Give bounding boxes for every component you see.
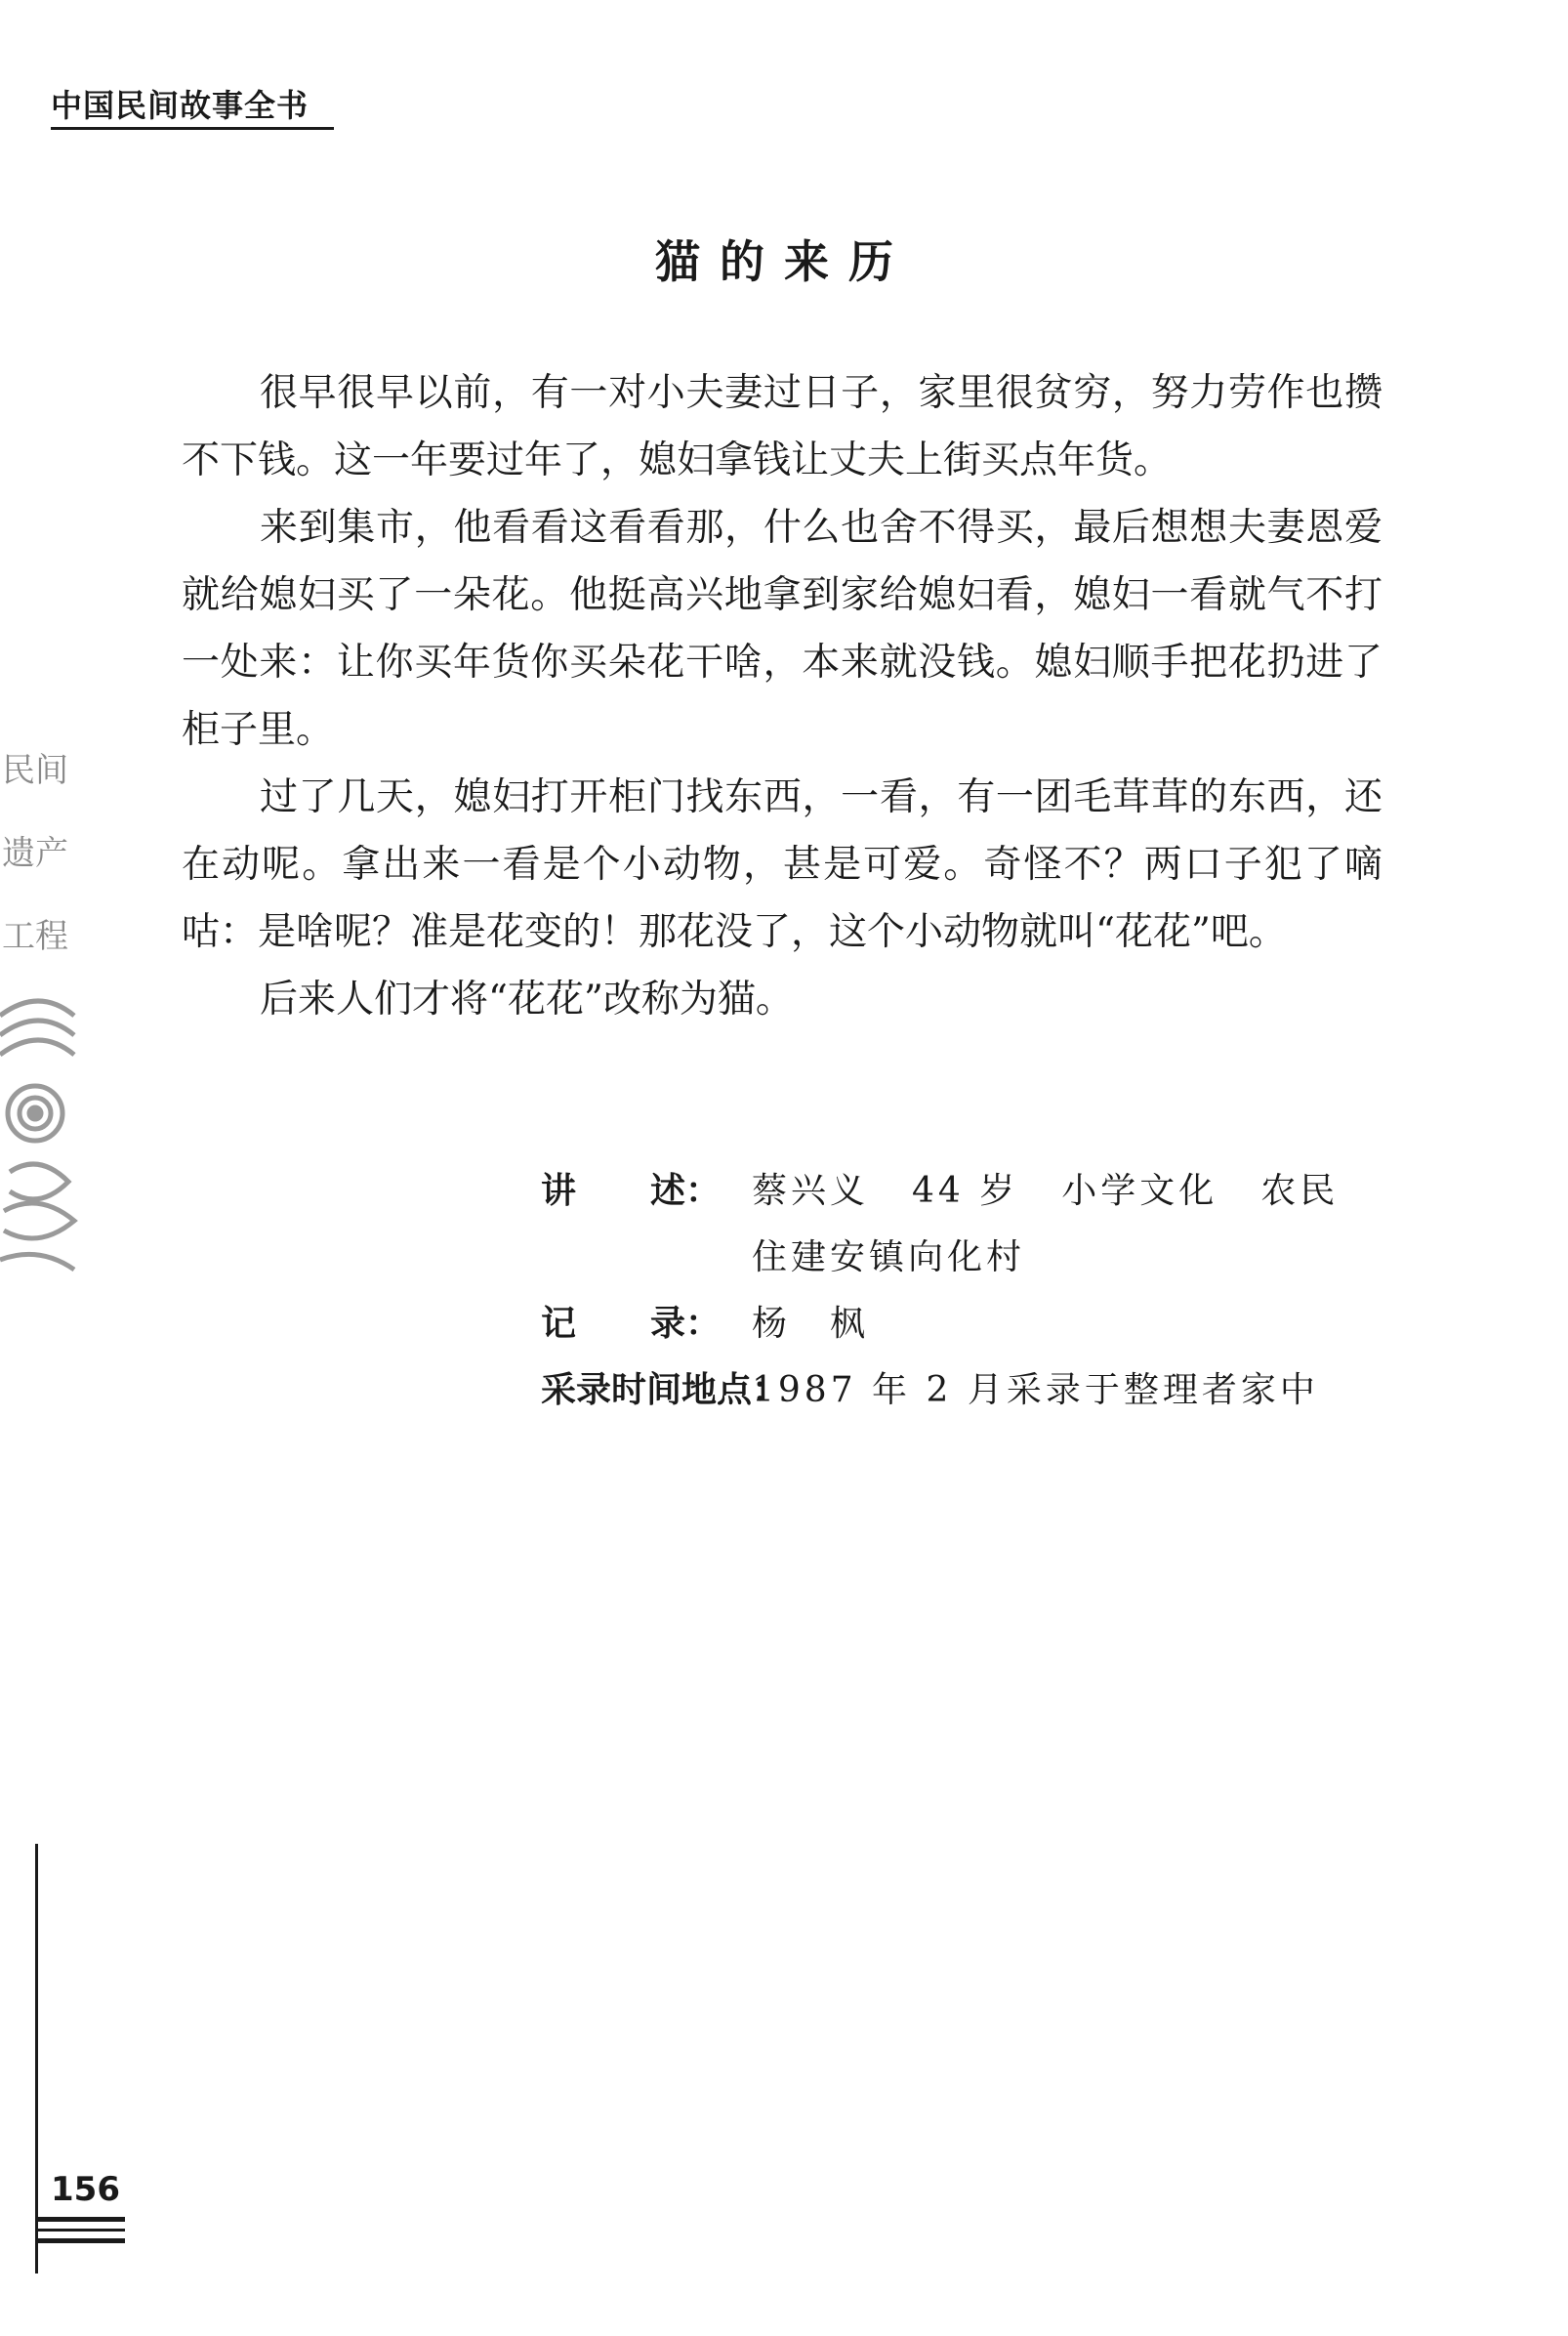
story-body [182,359,1382,1033]
narrator-occupation: 农民 [1260,1171,1340,1211]
folk-heritage-emblem [0,723,78,1299]
emblem-pattern-icon [0,1001,74,1270]
narrator-row [541,1158,1400,1225]
story-paragraph: 后来人们才将“花花”改称为猫。 [260,978,794,1022]
narrator-education: 小学文化 [1061,1171,1218,1211]
page-number-bar-bottom [35,2238,125,2243]
narrator-address: 住建安镇向化村 [752,1237,1026,1277]
story-paragraph: 过了几天，媳妇打开柜门找东西，一看，有一团毛茸茸的东西，还在动呢。拿出来一看是个小动物，甚是可爱。奇怪不？两口子犯了嘀咕：是啥呢？准是花变的！那花没了，这个小动物就叫“花花”吧。 [182,775,1382,954]
recorder-name: 杨 枫 [752,1304,870,1344]
time-place-value: 1987 年 2 月采录于整理者家中 [752,1370,1319,1410]
page-number-bar-thin [35,2229,125,2232]
time-place-label: 采录时间地点： [541,1370,788,1410]
narrator-name: 蔡兴义 [752,1171,870,1211]
left-margin-line [35,1844,38,2273]
emblem-text-2: 遗产 [2,834,68,873]
story-paragraph: 来到集市，他看看这看看那，什么也舍不得买，最后想想夫妻恩爱就给媳妇买了一朵花。他挺高兴地拿到家给媳妇看，媳妇一看就气不打一处来：让你买年货你买朵花干啥，本来就没钱。媳妇顺手把花扔进了柜子里。 [182,506,1382,752]
page-number: 156 [51,2170,120,2209]
page-number-bar-thick [35,2217,125,2222]
story-paragraph: 很早很早以前，有一对小夫妻过日子，家里很贫穷，努力劳作也攒不下钱。这一年要过年了，媳妇拿钱让丈夫上街买点年货。 [182,371,1382,482]
series-title: 中国民间故事全书 [51,87,309,124]
series-title-underline [51,127,334,130]
recorder-row [541,1291,1400,1357]
narrator-age: 44 岁 [912,1171,1019,1211]
emblem-text-1: 民间 [2,751,68,790]
emblem-text-3: 工程 [2,917,68,956]
recorder-label: 记 录： [541,1304,721,1344]
narrator-value [752,1158,1339,1225]
time-place-row [541,1357,1400,1424]
narrator-label: 讲 述： [541,1171,721,1211]
story-title: 猫的来历 [655,235,913,288]
credits-block [541,1158,1400,1424]
